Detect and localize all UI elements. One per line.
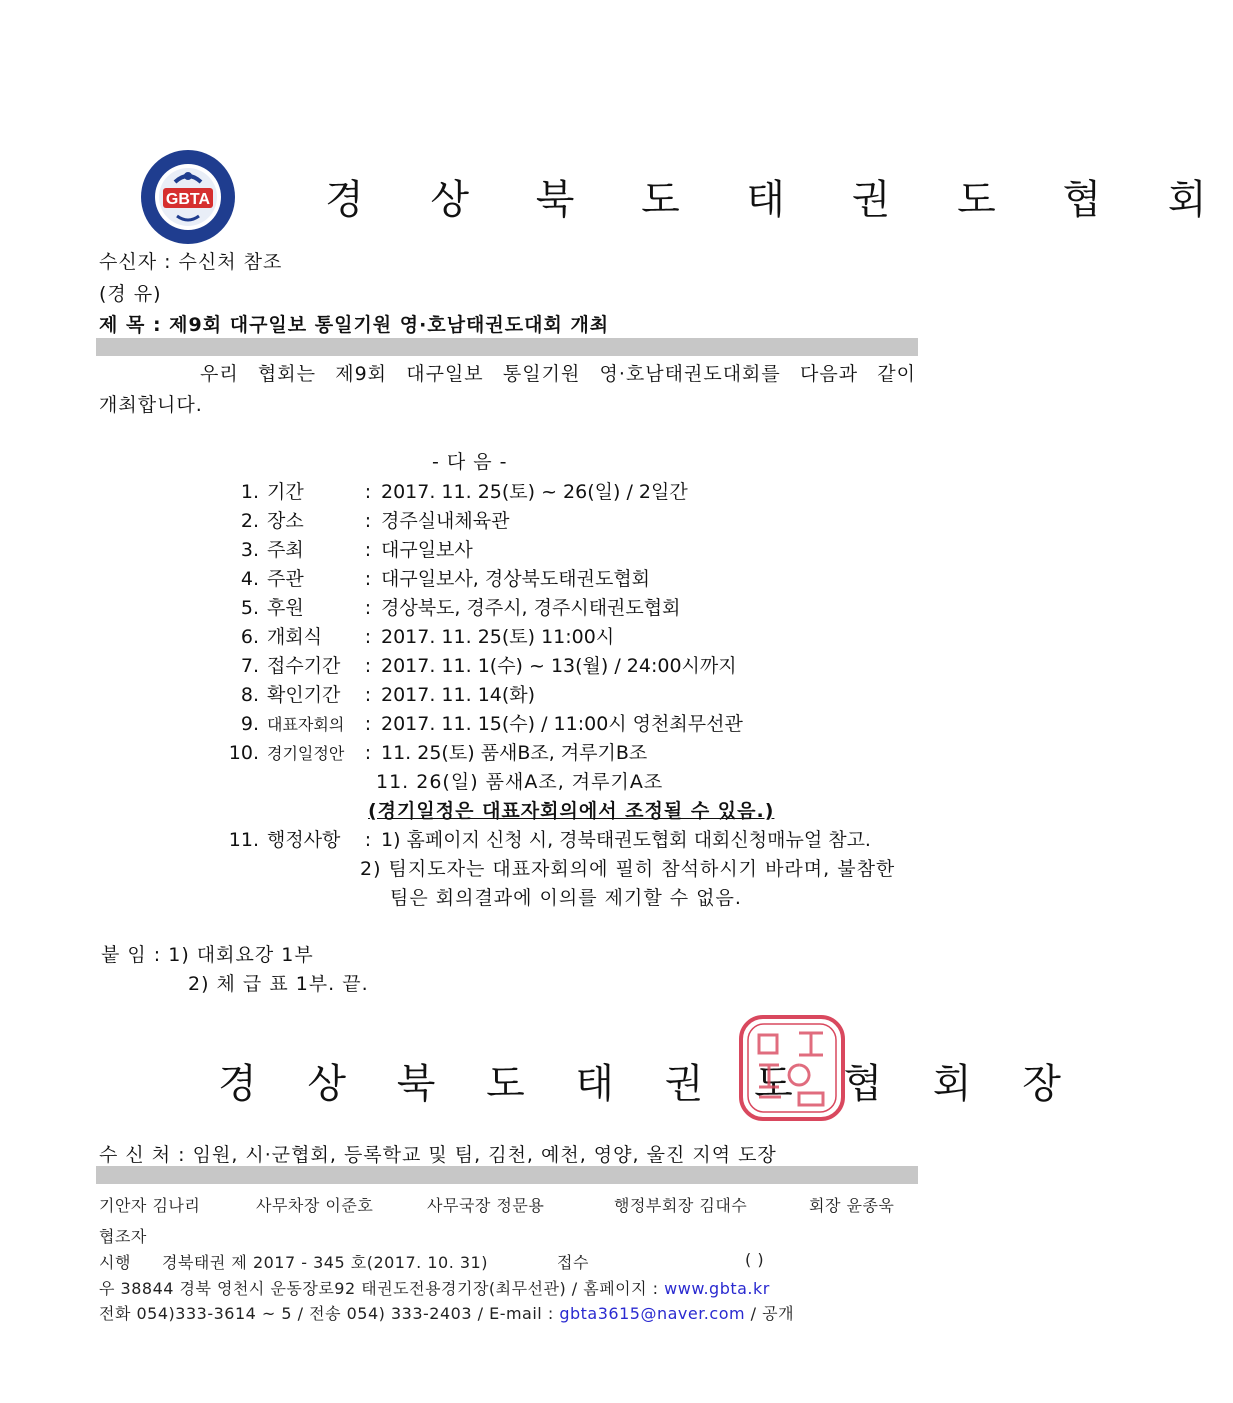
item-number: 2. xyxy=(240,510,259,532)
item-value: 2017. 11. 15(수) / 11:00시 영천최무선관 xyxy=(381,713,743,735)
item-admin: 11. 행정사항 : 1) 홈페이지 신청 시, 경북태권도협회 대회신청매뉴얼 참고. xyxy=(213,825,871,852)
item-number: 8. xyxy=(240,684,259,706)
footer-divider-bar xyxy=(96,1166,918,1184)
subject-line xyxy=(99,310,609,337)
item-label: 확인기간 xyxy=(267,684,341,706)
item-schedule-line-2: 11. 26(일) 품새A조, 겨루기A조 xyxy=(376,771,664,793)
item-value: 1) 홈페이지 신청 시, 경북태권도협회 대회신청매뉴얼 참고. xyxy=(381,829,871,851)
item-value: 대구일보사 xyxy=(381,539,473,561)
approver-drafter: 기안자 김나리 xyxy=(99,1196,201,1215)
signer-title: 경 상 북 도 태 권 도 협 회 장 xyxy=(218,1061,1080,1107)
item-number: 5. xyxy=(240,597,259,619)
item-admin-line-3: 팀은 회의결과에 이의를 제기할 수 없음. xyxy=(390,887,742,909)
address-text: 우 38844 경북 영천시 운동장로92 태권도전용경기장(최무선관) / 홈페이지 : xyxy=(99,1279,665,1298)
item-number: 1. xyxy=(240,481,259,503)
item-opening: 6. 개회식 : 2017. 11. 25(토) 11:00시 xyxy=(213,622,614,649)
item-value: 2017. 11. 25(토) 11:00시 xyxy=(381,626,615,648)
attachments-label: 붙 임 : xyxy=(101,944,162,966)
item-number: 6. xyxy=(240,626,259,648)
item-number: 9. xyxy=(240,713,259,735)
item-confirmation: 8. 확인기간 : 2017. 11. 14(화) xyxy=(213,680,535,707)
item-label: 후원 xyxy=(267,597,304,619)
item-value: 경상북도, 경주시, 경주시태권도협회 xyxy=(381,597,681,619)
email-link[interactable]: gbta3615@naver.com xyxy=(559,1304,746,1323)
approver-deputy-secretary: 사무차장 이준호 xyxy=(256,1196,374,1215)
item-value: 대구일보사, 경상북도태권도협회 xyxy=(381,568,651,590)
item-venue: 2. 장소 : 경주실내체육관 xyxy=(213,506,509,533)
item-label: 주최 xyxy=(267,539,304,561)
public-label: / 공개 xyxy=(745,1304,795,1323)
item-number: 7. xyxy=(240,655,259,677)
item-label: 장소 xyxy=(267,510,304,532)
schedule-note: (경기일정은 대표자회의에서 조정될 수 있음.) xyxy=(368,800,775,822)
item-number: 10. xyxy=(228,742,259,764)
cooperator-line: 협조자 xyxy=(99,1227,147,1246)
attachments-line-1 xyxy=(101,940,314,967)
address-line xyxy=(99,1276,770,1299)
item-registration: 7. 접수기간 : 2017. 11. 1(수) ~ 13(월) / 24:00시까지 xyxy=(213,651,737,678)
item-period: 1. 기간 : 2017. 11. 25(토) ~ 26(일) / 2일간 xyxy=(213,477,688,504)
item-value: 2017. 11. 14(화) xyxy=(381,684,536,706)
intro-line-1: 우리 협회는 제9회 대구일보 통일기원 영·호남태권도대회를 다음과 같이 xyxy=(200,363,916,385)
item-label: 경기일정안 xyxy=(267,744,345,763)
item-sponsor: 5. 후원 : 경상북도, 경주시, 경주시태권도협회 xyxy=(213,593,680,620)
distribution-list: 수 신 처 : 임원, 시·군협회, 등록학교 및 팀, 김천, 예천, 영양, 울진 지역 도장 xyxy=(99,1144,777,1166)
intro-line-2: 개최합니다. xyxy=(99,394,203,416)
recipient-line: 수신자 : 수신처 참조 xyxy=(99,251,283,273)
approver-president: 회장 윤종욱 xyxy=(809,1196,895,1215)
issue-number: 경북태권 제 2017 - 345 호(2017. 10. 31) xyxy=(162,1253,488,1272)
item-rep-meeting: 9. 대표자회의 : 2017. 11. 15(수) / 11:00시 영천최무선관 xyxy=(213,709,743,736)
item-value: 2017. 11. 1(수) ~ 13(월) / 24:00시까지 xyxy=(381,655,737,677)
item-label: 행정사항 xyxy=(267,829,341,851)
receipt-label: 접수 xyxy=(557,1253,589,1272)
svg-text:GBTA: GBTA xyxy=(165,191,211,208)
item-label: 기간 xyxy=(267,481,304,503)
subject-text: 제9회 대구일보 통일기원 영·호남태권도대회 개최 xyxy=(169,314,610,336)
via-line: (경 유) xyxy=(99,283,162,305)
issue-label: 시행 xyxy=(99,1253,131,1272)
item-label: 접수기간 xyxy=(267,655,341,677)
section-heading: - 다 음 - xyxy=(432,451,508,473)
item-label: 주관 xyxy=(267,568,304,590)
item-value: 경주실내체육관 xyxy=(381,510,510,532)
item-value: 2017. 11. 25(토) ~ 26(일) / 2일간 xyxy=(381,481,688,503)
item-number: 11. xyxy=(228,829,259,851)
item-label: 대표자회의 xyxy=(267,715,345,734)
approver-vice-president: 행정부회장 김대수 xyxy=(614,1196,748,1215)
approver-secretary-general: 사무국장 정문용 xyxy=(427,1196,545,1215)
item-host: 3. 주최 : 대구일보사 xyxy=(213,535,473,562)
item-number: 3. xyxy=(240,539,259,561)
contact-line xyxy=(99,1301,794,1324)
attachment-2: 2) 체 급 표 1부. 끝. xyxy=(188,973,369,995)
homepage-link[interactable]: www.gbta.kr xyxy=(664,1279,770,1298)
item-value: 11. 25(토) 품새B조, 겨루기B조 xyxy=(381,742,648,764)
attachment-1: 1) 대회요강 1부 xyxy=(168,944,314,966)
association-logo xyxy=(139,148,237,246)
subject-label: 제 목 : xyxy=(99,314,162,336)
phone-fax-text: 전화 054)333-3614 ~ 5 / 전송 054) 333-2403 / E-mail : xyxy=(99,1304,560,1323)
item-admin-line-2: 2) 팀지도자는 대표자회의에 필히 참석하시기 바라며, 불참한 xyxy=(360,858,896,880)
item-organizer: 4. 주관 : 대구일보사, 경상북도태권도협회 xyxy=(213,564,650,591)
item-number: 4. xyxy=(240,568,259,590)
item-schedule: 10. 경기일정안 : 11. 25(토) 품새B조, 겨루기B조 xyxy=(213,738,647,765)
receipt-value: ( ) xyxy=(745,1250,765,1269)
item-label: 개회식 xyxy=(267,626,323,648)
official-seal xyxy=(737,1013,847,1123)
org-title: 경 상 북 도 태 권 도 협 회 xyxy=(325,177,1233,223)
header-divider-bar xyxy=(96,338,918,356)
